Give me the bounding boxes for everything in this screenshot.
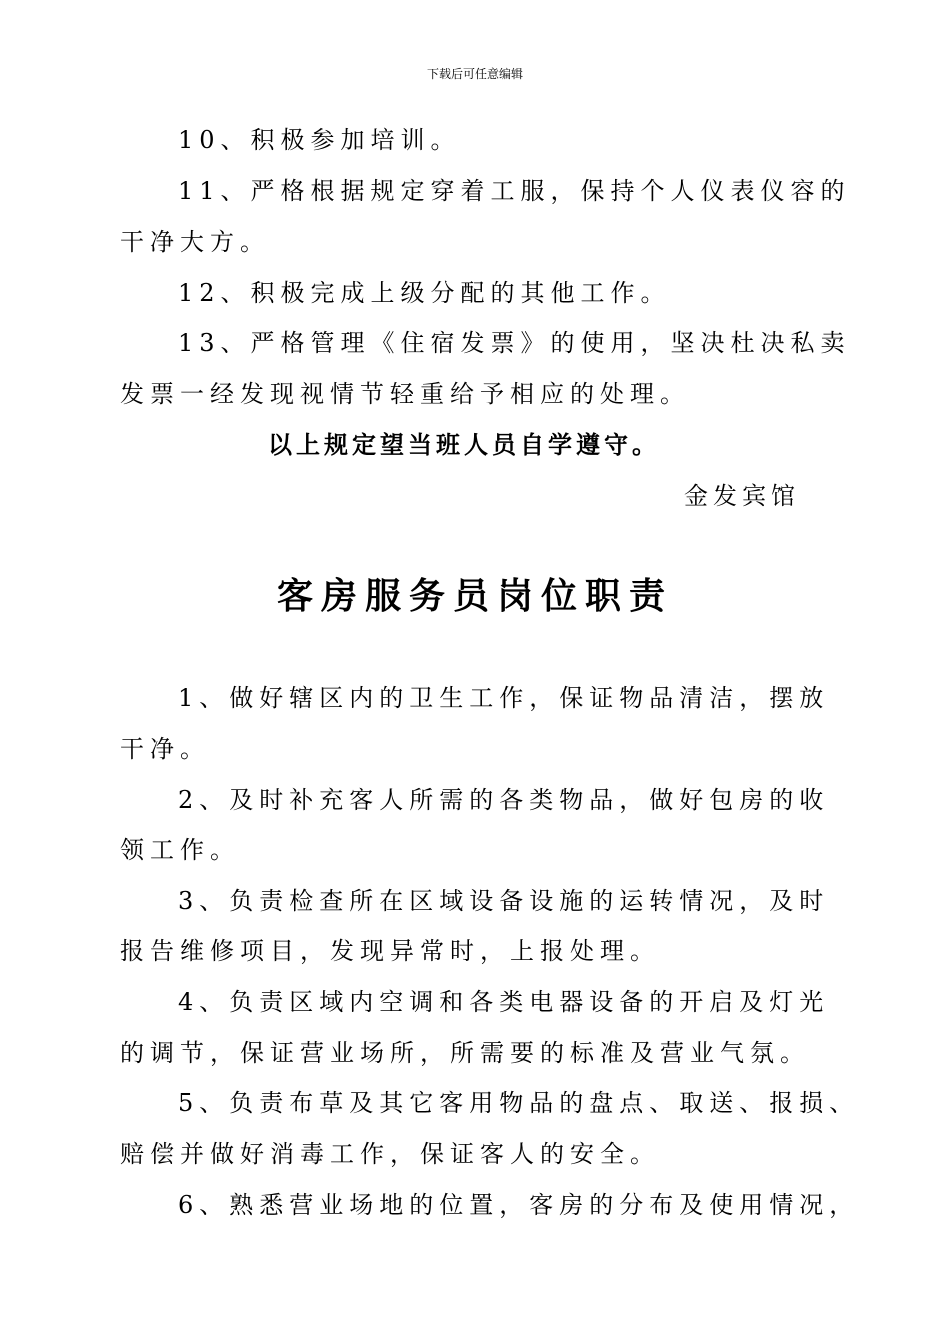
- section1-item-10-line1: 10、积极参加培训。: [178, 126, 461, 154]
- section1-item-13-line1: 13、严格管理《住宿发票》的使用，坚决杜决私卖: [178, 329, 851, 357]
- section2-item-2-line2: 领工作。: [120, 836, 240, 864]
- section2-item-1-line1: 1、做好辖区内的卫生工作，保证物品清洁，摆放: [178, 684, 830, 712]
- section1-closing: 以上规定望当班人员自学遵守。: [268, 431, 660, 459]
- section1-item-12-line1: 12、积极完成上级分配的其他工作。: [178, 279, 671, 307]
- section2-item-4-line1: 4、负责区域内空调和各类电器设备的开启及灯光: [178, 988, 830, 1016]
- section2-item-2-line1: 2、及时补充客人所需的各类物品，做好包房的收: [178, 786, 830, 814]
- section2-item-3-line2: 报告维修项目，发现异常时，上报处理。: [120, 937, 660, 965]
- section2-item-4-line2: 的调节，保证营业场所，所需要的标准及营业气氛。: [120, 1039, 810, 1067]
- section1-item-11-line2: 干净大方。: [120, 228, 270, 256]
- section2-item-5-line2: 赔偿并做好消毒工作，保证客人的安全。: [120, 1140, 660, 1168]
- section1-item-11-line1: 11、严格根据规定穿着工服，保持个人仪表仪容的: [178, 177, 851, 205]
- section2-item-1-line2: 干净。: [120, 735, 210, 763]
- section2-title: 客房服务员岗位职责: [276, 575, 673, 617]
- section2-item-5-line1: 5、负责布草及其它客用物品的盘点、取送、报损、: [178, 1089, 860, 1117]
- section2-item-6-line1: 6、熟悉营业场地的位置，客房的分布及使用情况，: [178, 1191, 860, 1219]
- section2-item-3-line1: 3、负责检查所在区域设备设施的运转情况，及时: [178, 887, 830, 915]
- page-header-note: 下载后可任意编辑: [426, 67, 523, 81]
- section1-item-13-line2: 发票一经发现视情节轻重给予相应的处理。: [120, 380, 690, 408]
- section1-signature: 金发宾馆: [684, 482, 800, 510]
